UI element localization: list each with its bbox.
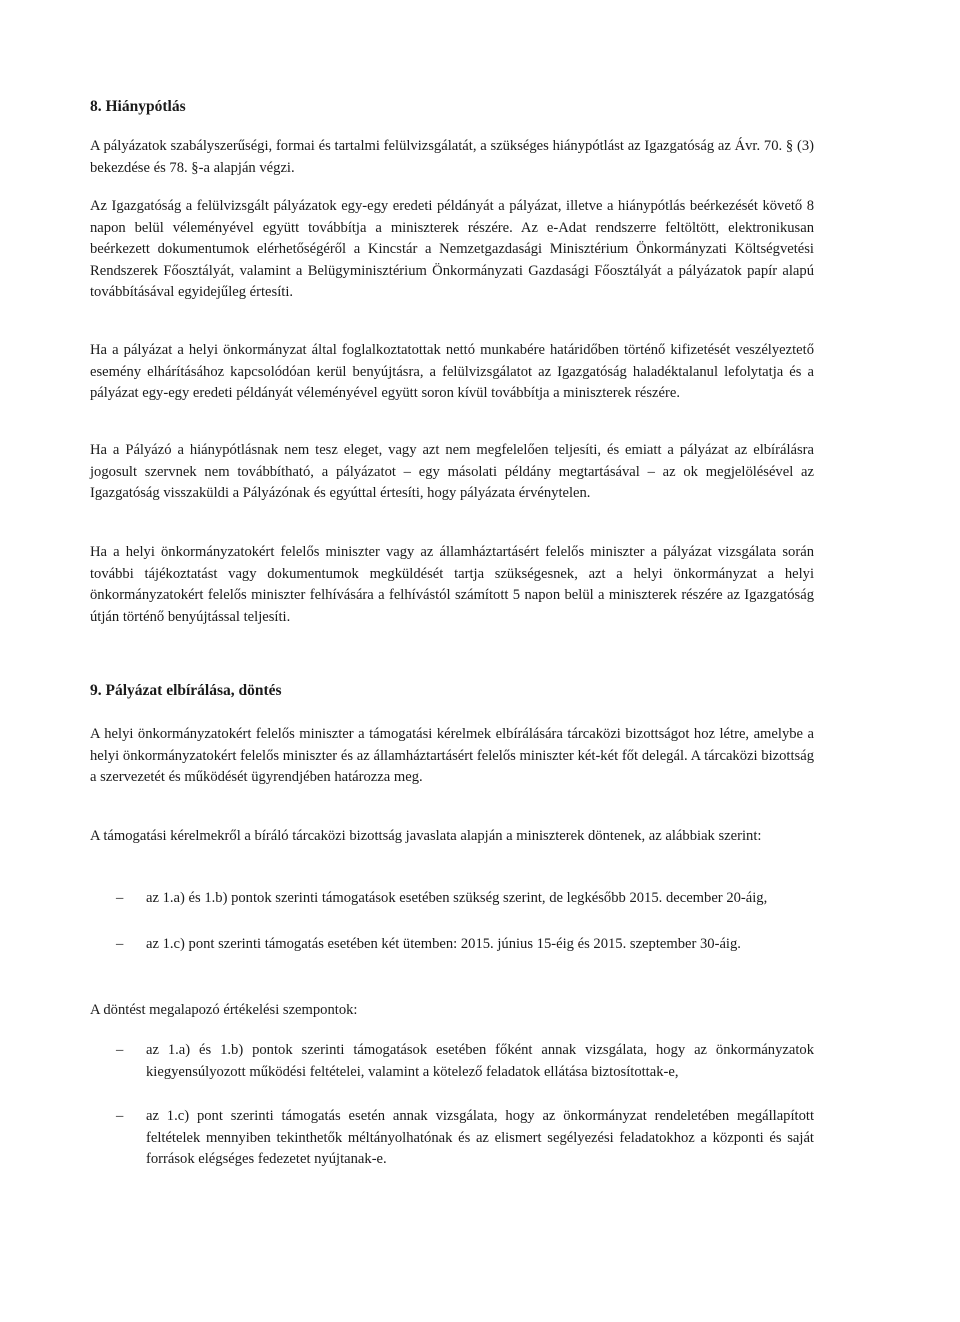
criteria-item-2: az 1.c) pont szerinti támogatás esetén annak vizsgálata, hogy az önkormányzat rendeletében megállapított feltételek mennyiben tekinthetők méltányolhatónak és az elismert segélyezési feladatokhoz a központi és saját források elégséges fedezetet nyújtanak-e. [146,1108,814,1167]
section-8-paragraph-2: Az Igazgatóság a felülvizsgált pályázatok egy-egy eredeti példányát a pályázat, illetve a hiánypótlás beérkezését követő 8 napon belül véleményével együtt továbbítja a miniszterek részére. Az e-Adat rendszerre feltöltött, elektronikusan beérkezett dokumentumok elérhetőségéről a Kincstár a Nemzetgazdasági Minisztérium Önkormányzati Költségvetési Rendszerek Főosztályát, valamint a Belügyminisztérium Önkormányzati Gazdasági Főosztályát a pályázatok papír alapú továbbításával egyidejűleg értesíti. [90,198,814,300]
deadline-item-1: az 1.a) és 1.b) pontok szerinti támogatások esetében szükség szerint, de legkésőbb 2015. december 20-áig, [146,890,768,906]
deadline-item-2: az 1.c) pont szerinti támogatás esetében két ütemben: 2015. június 15-éig és 2015. szeptember 30-áig. [146,936,741,952]
list-dash: – [116,890,124,906]
section-9-heading: 9. Pályázat elbírálása, döntés [90,682,282,699]
section-8-paragraph-5: Ha a helyi önkormányzatokért felelős miniszter vagy az államháztartásért felelős miniszter a pályázat vizsgálata során további tájékoztatást vagy dokumentumok megküldését tartja szükségesnek, azt a helyi önkormányzat a helyi önkormányzatokért felelős miniszter felhívására a felhívástól számított 5 napon belül a miniszterek részére az Igazgatóság útján történő benyújtással teljesíti. [90,544,814,625]
section-8-paragraph-1: A pályázatok szabályszerűségi, formai és tartalmi felülvizsgálatát, a szükséges hiánypótlást az Igazgatóság az Ávr. 70. § (3) bekezdése és 78. §-a alapján végzi. [90,138,814,176]
section-9-paragraph-2: A támogatási kérelmekről a bíráló tárcaközi bizottság javaslata alapján a miniszterek döntenek, az alábbiak szerint: [90,828,762,844]
list-dash: – [116,936,124,952]
section-8-paragraph-3: Ha a pályázat a helyi önkormányzat által foglalkoztatottak nettó munkabére határidőben történő kifizetését veszélyeztető esemény elhárításához kapcsolódóan kerül benyújtásra, a felülvizsgálatot az Igazgatóság haladéktalanul lefolytatja és a pályázat egy-egy eredeti példányát véleményével együtt soron kívül továbbítja a miniszterek részére. [90,342,814,401]
section-9-paragraph-1: A helyi önkormányzatokért felelős miniszter a támogatási kérelmek elbírálására tárcaközi bizottságot hoz létre, amelybe a helyi önkormányzatokért felelős miniszter és az államháztartásért felelős miniszter két-két főt delegál. A tárcaközi bizottság a szervezetét és működését ügyrendjében határozza meg. [90,726,814,785]
list-dash: – [116,1042,124,1058]
section-8-heading: 8. Hiánypótlás [90,98,186,115]
criteria-item-1: az 1.a) és 1.b) pontok szerinti támogatások esetében főként annak vizsgálata, hogy az önkormányzatok kiegyensúlyozott működési feltételei, valamint a kötelező feladatok ellátása biztosítottak-e, [146,1042,814,1080]
section-8-paragraph-4: Ha a Pályázó a hiánypótlásnak nem tesz eleget, vagy azt nem megfelelően teljesíti, és emiatt a pályázat az elbírálásra jogosult szervnek nem továbbítható, a pályázatot – egy másolati példány megtartásával – az ok megjelölésével az Igazgatóság visszaküldi a Pályázónak és egyúttal értesíti, hogy pályázata érvénytelen. [90,442,814,501]
section-9-paragraph-3: A döntést megalapozó értékelési szempontok: [90,1002,358,1018]
list-dash: – [116,1108,124,1124]
